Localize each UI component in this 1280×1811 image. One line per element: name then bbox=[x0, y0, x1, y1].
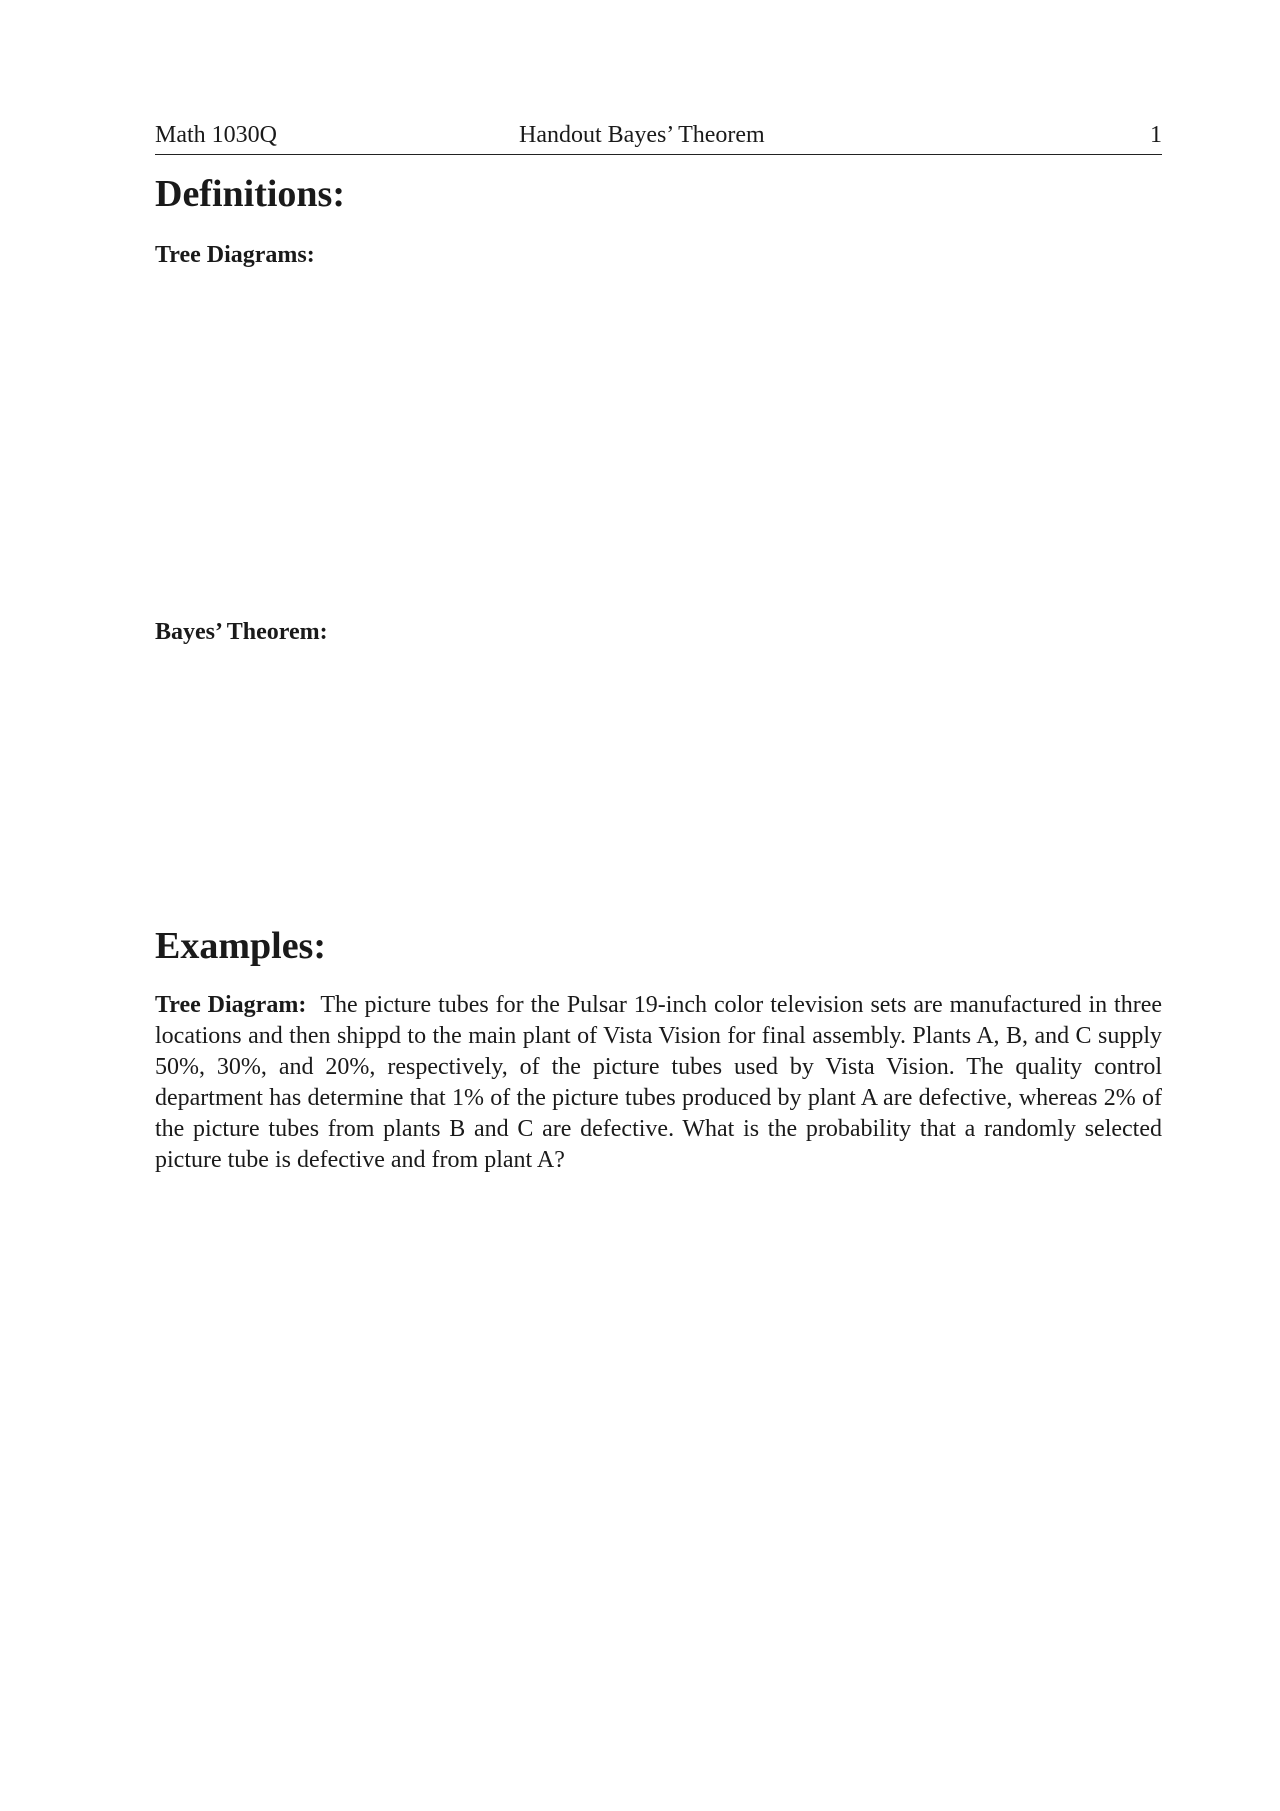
handout-title: Handout Bayes’ Theorem bbox=[519, 122, 765, 148]
examples-heading: Examples: bbox=[155, 925, 326, 967]
definitions-heading: Definitions: bbox=[155, 173, 345, 215]
course-code: Math 1030Q bbox=[155, 122, 277, 148]
example-text: The picture tubes for the Pulsar 19-inch color television sets are manufactured in three locations and then shippd to the main plant of Vista Vision for final assembly. Plants A, B, and C supply 50%, 30%, and 20%, respectively, of the picture tubes used by Vista Vision. The quality control department has determine that 1% of the picture tubes produced by plant A are defective, whereas 2% of the picture tubes from plants B and C are defective. What is the probability that a randomly selected picture tube is defective and from plant A? bbox=[155, 992, 1162, 1173]
tree-diagrams-label: Tree Diagrams: bbox=[155, 242, 315, 268]
page-header bbox=[155, 120, 1162, 155]
page-number: 1 bbox=[1150, 122, 1162, 148]
bayes-theorem-label: Bayes’ Theorem: bbox=[155, 619, 328, 645]
example-label: Tree Diagram: bbox=[155, 992, 307, 1018]
tree-diagram-example bbox=[155, 990, 1162, 1176]
